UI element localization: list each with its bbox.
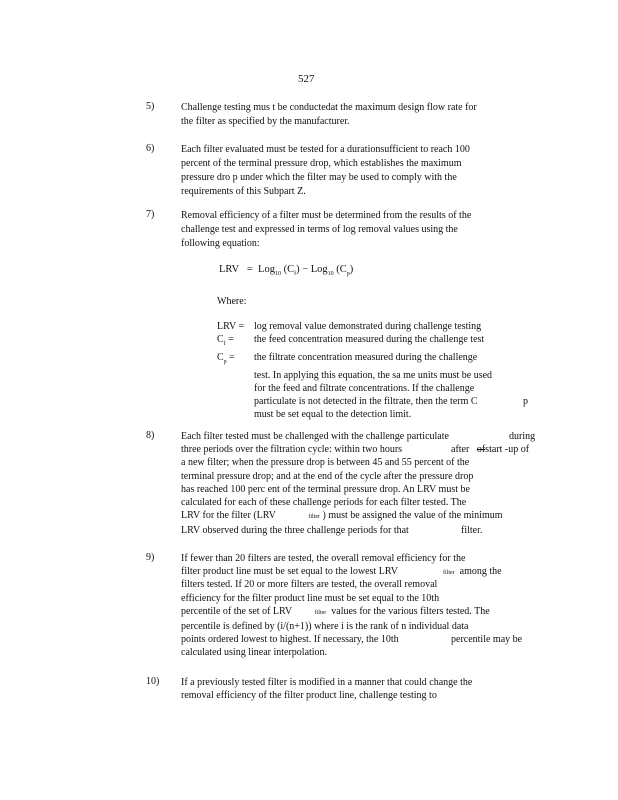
definition-text: log removal value demonstrated during challenge testing	[254, 321, 482, 332]
item-6-text	[181, 143, 533, 199]
text-line: LRV observed during the three challenge periods for that filter.	[181, 525, 483, 537]
eq-arg: (C	[336, 264, 347, 275]
text-line: Each filter tested must be challenged with the challenge particulate during	[181, 431, 536, 442]
text-line: If a previously tested filter is modified in a manner that could change the	[181, 677, 473, 688]
eq-log: Log	[310, 264, 328, 275]
item-8-number: 8)	[146, 430, 155, 441]
eq-equals: =	[246, 264, 253, 275]
eq-minus: −	[302, 264, 309, 275]
text-line: the filter as specified by the manufacturer.	[181, 116, 350, 127]
item-10-number: 10)	[146, 676, 160, 687]
definition-continuation: for the feed and filtrate concentrations. If the challenge	[254, 383, 475, 394]
eq-paren: )	[349, 264, 354, 275]
item-7-number: 7)	[146, 209, 155, 220]
item-5-text	[181, 101, 533, 129]
text-line: If fewer than 20 filters are tested, the overall removal efficiency for the	[181, 553, 466, 564]
item-9-text	[181, 552, 533, 660]
text-line: challenge test and expressed in terms of log removal values using the	[181, 224, 458, 235]
definition-row	[217, 320, 492, 333]
where-label: Where:	[217, 296, 247, 307]
item-5-number: 5)	[146, 101, 155, 112]
text-line: three periods over the filtration cycle: within two hours after ofstart -up of	[181, 444, 530, 456]
eq-paren: )	[296, 264, 300, 275]
text-line: calculated for each of these challenge periods for each filter tested. The	[181, 497, 467, 509]
text-line: filters tested. If 20 or more filters are tested, the overall removal	[181, 579, 438, 591]
eq-log: Log	[258, 264, 275, 275]
text-line: efficiency for the filter product line must be set equal to the 10th	[181, 592, 440, 604]
lrv-equation	[219, 264, 353, 277]
eq-arg-sub: f	[294, 271, 297, 278]
definition-subscript-p: p	[523, 396, 528, 407]
text-line: filter product line must be set equal to the lowest LRV filter among the	[181, 566, 502, 578]
eq-log-base: 10	[327, 271, 334, 278]
definition-row	[217, 351, 492, 369]
definition-row	[217, 333, 492, 351]
definitions-list	[217, 320, 528, 421]
text-line: Challenge testing mus t be conductedat the maximum design flow rate for	[181, 102, 477, 113]
definition-term: $C_p$ =	[217, 352, 235, 365]
text-line: calculated using linear interpolation.	[181, 647, 328, 659]
text-line: percentile of the set of LRV filter values for the various filters tested. The	[181, 605, 490, 617]
definition-term: $C_f$ =	[217, 334, 234, 347]
text-line: requirements of this Subpart Z.	[181, 186, 306, 197]
text-line: following equation:	[181, 238, 260, 249]
definition-term: LRV =	[217, 321, 245, 332]
text-line: Removal efficiency of a filter must be determined from the results of the	[181, 210, 472, 221]
item-8-text	[181, 430, 536, 538]
definition-text: the filtrate concentration measured during the challenge	[254, 352, 478, 363]
text-line: a new filter; when the pressure drop is between 45 and 55 percent of the	[181, 457, 470, 469]
text-line: percentile is defined by (i/(n+1)) where i is the rank of n individual data	[181, 621, 469, 633]
text-line: percent of the terminal pressure drop, which establishes the maximum	[181, 158, 462, 169]
text-line: has reached 100 perc ent of the terminal pressure drop. An LRV must be	[181, 483, 470, 495]
definition-text: the feed concentration measured during the challenge test	[254, 334, 485, 345]
eq-arg: (C	[283, 264, 295, 275]
text-line: Each filter evaluated must be tested for a durationsufficient to reach 100	[181, 144, 470, 155]
eq-log-base: 10	[274, 271, 281, 278]
item-7-text	[181, 209, 533, 251]
text-line: points ordered lowest to highest. If necessary, the 10th percentile may be	[181, 634, 523, 646]
page-number: 527	[298, 73, 315, 85]
text-line: LRV for the filter (LRV filter ) must be assigned the value of the minimum	[181, 510, 503, 522]
item-9-number: 9)	[146, 552, 155, 563]
eq-arg-sub: p	[346, 271, 350, 278]
text-line: terminal pressure drop; and at the end of the cycle after the pressure drop	[181, 470, 474, 482]
definition-continuation: test. In applying this equation, the sa me units must be used	[254, 370, 493, 381]
text-line: pressure dro p under which the filter may be used to comply with the	[181, 172, 457, 183]
definition-continuation: must be set equal to the detection limit.	[254, 409, 412, 420]
item-6-number: 6)	[146, 143, 155, 154]
item-10-text	[181, 676, 533, 702]
text-line: removal efficiency of the filter product line, challenge testing to	[181, 690, 437, 702]
definition-continuation: particulate is not detected in the filtrate, then the term C p	[254, 396, 528, 407]
eq-lhs: LRV	[219, 264, 239, 275]
